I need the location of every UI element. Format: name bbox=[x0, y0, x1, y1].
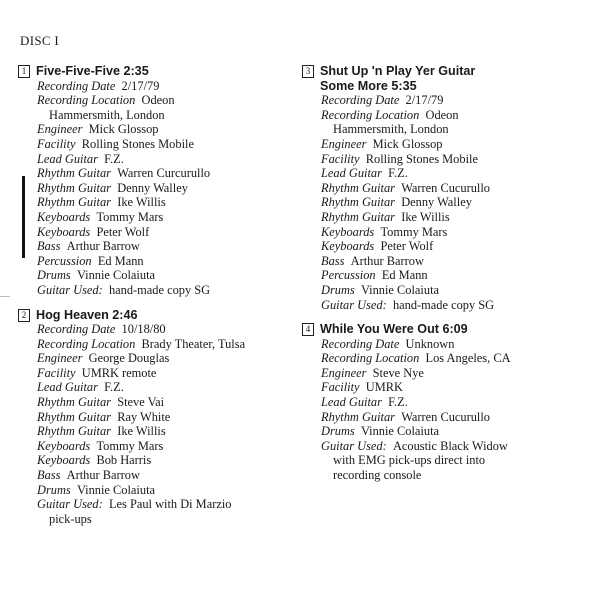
credit-label: Guitar Used: bbox=[37, 497, 103, 512]
credit-row bbox=[37, 468, 288, 483]
credits-list bbox=[18, 79, 288, 298]
credit-row bbox=[37, 225, 288, 240]
credit-label: Lead Guitar bbox=[37, 380, 98, 395]
credit-value: Los Angeles, CA bbox=[425, 351, 511, 366]
credit-value: F.Z. bbox=[104, 151, 124, 166]
credit-label: Lead Guitar bbox=[321, 395, 382, 410]
credits-list bbox=[302, 337, 592, 483]
credit-label: Recording Location bbox=[321, 351, 420, 366]
credit-value: Arthur Barrow bbox=[350, 253, 424, 268]
track-title bbox=[320, 64, 475, 93]
credit-label: Engineer bbox=[37, 122, 83, 137]
credit-row bbox=[37, 122, 288, 137]
credit-value: Arthur Barrow bbox=[66, 239, 140, 254]
credit-value: Odeon bbox=[425, 107, 459, 122]
credit-label: Drums bbox=[321, 282, 355, 297]
credit-label: Drums bbox=[37, 268, 71, 283]
credit-row bbox=[37, 410, 288, 425]
credit-value: Ike Willis bbox=[117, 424, 166, 439]
credit-row bbox=[37, 79, 288, 94]
credit-value: Steve Nye bbox=[372, 365, 424, 380]
credit-row bbox=[37, 93, 288, 108]
credit-label: Guitar Used: bbox=[321, 297, 387, 312]
credit-continuation: recording console bbox=[333, 468, 422, 483]
credit-row bbox=[321, 93, 592, 108]
credit-value: Ed Mann bbox=[381, 268, 428, 283]
credits-list bbox=[302, 93, 592, 312]
credit-value: Acoustic Black Widow bbox=[392, 438, 508, 453]
credit-label: Bass bbox=[321, 253, 345, 268]
credit-value: Warren Cucurullo bbox=[401, 409, 491, 424]
credit-row bbox=[321, 268, 592, 283]
credit-value: George Douglas bbox=[88, 351, 170, 366]
credit-row bbox=[37, 497, 288, 512]
credit-value: F.Z. bbox=[388, 395, 408, 410]
credit-row bbox=[37, 337, 288, 352]
credit-value: Arthur Barrow bbox=[66, 468, 140, 483]
track-title bbox=[36, 64, 149, 79]
credit-row bbox=[37, 453, 288, 468]
credit-value: Tommy Mars bbox=[96, 209, 164, 224]
credit-row bbox=[37, 181, 288, 196]
credit-row bbox=[321, 137, 592, 152]
track-entry bbox=[18, 64, 288, 298]
track-header bbox=[302, 64, 592, 93]
credit-value: Vinnie Colaiuta bbox=[360, 282, 440, 297]
credit-value: Les Paul with Di Marzio bbox=[108, 497, 232, 512]
credits-list bbox=[18, 322, 288, 526]
credit-label: Rhythm Guitar bbox=[37, 409, 111, 424]
credit-label: Rhythm Guitar bbox=[37, 424, 111, 439]
credit-value: Steve Vai bbox=[117, 395, 165, 410]
left-column bbox=[18, 64, 288, 536]
track-title-line: Shut Up 'n Play Yer Guitar bbox=[320, 64, 476, 78]
credit-row bbox=[321, 337, 592, 352]
credit-label: Rhythm Guitar bbox=[37, 195, 111, 210]
credit-label: Facility bbox=[37, 365, 76, 380]
credit-row bbox=[37, 195, 288, 210]
track-number-box: 4 bbox=[302, 323, 314, 336]
track-entry bbox=[18, 308, 288, 527]
credit-value: F.Z. bbox=[388, 166, 408, 181]
credit-continuation: pick-ups bbox=[49, 511, 92, 526]
credit-value: Denny Walley bbox=[401, 195, 472, 210]
credit-row bbox=[321, 225, 592, 240]
credit-row bbox=[37, 254, 288, 269]
credit-continuation: with EMG pick-ups direct into bbox=[333, 453, 486, 468]
credit-value: Ike Willis bbox=[401, 209, 450, 224]
credit-value: Peter Wolf bbox=[96, 224, 150, 239]
credit-label: Facility bbox=[37, 136, 76, 151]
track-header bbox=[18, 64, 288, 79]
credit-label: Recording Location bbox=[37, 336, 136, 351]
credit-label: Keyboards bbox=[37, 224, 91, 239]
credit-row bbox=[37, 239, 288, 254]
credit-value: Bob Harris bbox=[96, 453, 152, 468]
credit-row bbox=[321, 152, 592, 167]
credit-label: Keyboards bbox=[321, 239, 375, 254]
credit-row bbox=[321, 239, 592, 254]
disc-label: DISC I bbox=[20, 33, 59, 48]
credit-label: Rhythm Guitar bbox=[321, 180, 395, 195]
credit-value: Mick Glossop bbox=[372, 136, 443, 151]
credit-value: Brady Theater, Tulsa bbox=[141, 336, 246, 351]
credit-label: Drums bbox=[321, 424, 355, 439]
credit-value: hand-made copy SG bbox=[392, 297, 495, 312]
credit-row bbox=[321, 424, 592, 439]
credit-value: Vinnie Colaiuta bbox=[360, 424, 440, 439]
credit-row bbox=[321, 298, 592, 313]
credit-label: Lead Guitar bbox=[37, 151, 98, 166]
credit-value: Unknown bbox=[405, 336, 455, 351]
credit-value: Peter Wolf bbox=[380, 239, 434, 254]
credit-value: UMRK bbox=[365, 380, 403, 395]
credit-label: Facility bbox=[321, 380, 360, 395]
track-number-box: 2 bbox=[18, 309, 30, 322]
credit-label: Engineer bbox=[37, 351, 83, 366]
credit-value: 2/17/79 bbox=[121, 78, 160, 93]
track-title-line: While You Were Out 6:09 bbox=[320, 322, 468, 337]
track-number-box: 3 bbox=[302, 65, 314, 78]
track-title bbox=[36, 308, 138, 323]
credit-value: Tommy Mars bbox=[380, 224, 448, 239]
credit-value: Warren Cucurullo bbox=[401, 180, 491, 195]
credit-label: Rhythm Guitar bbox=[321, 409, 395, 424]
credit-label: Rhythm Guitar bbox=[321, 209, 395, 224]
credit-row bbox=[37, 439, 288, 454]
credit-row bbox=[321, 108, 592, 123]
credit-value: Denny Walley bbox=[117, 180, 188, 195]
credit-row bbox=[37, 366, 288, 381]
fold-line bbox=[0, 296, 10, 297]
credit-row bbox=[321, 395, 592, 410]
credit-label: Bass bbox=[37, 239, 61, 254]
track-number-box: 1 bbox=[18, 65, 30, 78]
credit-label: Guitar Used: bbox=[37, 282, 103, 297]
credit-value: hand-made copy SG bbox=[108, 282, 211, 297]
credit-label: Recording Date bbox=[321, 336, 400, 351]
credit-label: Recording Date bbox=[37, 322, 116, 337]
credit-label: Recording Location bbox=[37, 93, 136, 108]
credit-label: Recording Date bbox=[37, 78, 116, 93]
credit-value: Ed Mann bbox=[97, 253, 144, 268]
credit-row bbox=[321, 366, 592, 381]
track-entry bbox=[302, 322, 592, 483]
credit-value: Mick Glossop bbox=[88, 122, 159, 137]
track-header bbox=[302, 322, 592, 337]
track-title-line: Five-Five-Five 2:35 bbox=[36, 64, 149, 78]
credit-row bbox=[321, 195, 592, 210]
credit-row bbox=[37, 351, 288, 366]
credit-row bbox=[321, 210, 592, 225]
credit-row bbox=[321, 439, 592, 454]
credit-label: Rhythm Guitar bbox=[37, 166, 111, 181]
credit-value: Vinnie Colaiuta bbox=[76, 268, 156, 283]
credit-row bbox=[321, 410, 592, 425]
credit-row bbox=[37, 424, 288, 439]
credit-label: Recording Location bbox=[321, 107, 420, 122]
credit-value: Warren Curcurullo bbox=[117, 166, 211, 181]
credit-label: Keyboards bbox=[37, 438, 91, 453]
track-title-line: Some More 5:35 bbox=[320, 78, 417, 93]
credit-value: 2/17/79 bbox=[405, 93, 444, 108]
credit-row bbox=[37, 210, 288, 225]
credit-value: UMRK remote bbox=[81, 365, 157, 380]
credit-continuation: Hammersmith, London bbox=[333, 122, 449, 137]
credit-label: Drums bbox=[37, 482, 71, 497]
credit-label: Facility bbox=[321, 151, 360, 166]
credit-label: Percussion bbox=[37, 253, 92, 268]
credit-label: Keyboards bbox=[37, 453, 91, 468]
credit-value: Ray White bbox=[117, 409, 171, 424]
credit-row bbox=[321, 351, 592, 366]
credit-label: Engineer bbox=[321, 136, 367, 151]
track-entry bbox=[302, 64, 592, 312]
credit-row bbox=[37, 483, 288, 498]
credit-row bbox=[321, 254, 592, 269]
credit-value: Ike Willis bbox=[117, 195, 166, 210]
credit-value: Vinnie Colaiuta bbox=[76, 482, 156, 497]
credit-value: Rolling Stones Mobile bbox=[81, 136, 194, 151]
right-column bbox=[302, 64, 592, 493]
credit-row bbox=[37, 152, 288, 167]
track-title bbox=[320, 322, 468, 337]
credit-value: F.Z. bbox=[104, 380, 124, 395]
credit-label: Keyboards bbox=[37, 209, 91, 224]
credit-row bbox=[321, 283, 592, 298]
credit-label: Keyboards bbox=[321, 224, 375, 239]
credit-row bbox=[37, 137, 288, 152]
credit-label: Rhythm Guitar bbox=[37, 395, 111, 410]
track-title-line: Hog Heaven 2:46 bbox=[36, 307, 138, 322]
credit-row bbox=[321, 181, 592, 196]
credit-row bbox=[37, 395, 288, 410]
credit-label: Guitar Used: bbox=[321, 438, 387, 453]
credit-label: Bass bbox=[37, 468, 61, 483]
credit-row bbox=[321, 380, 592, 395]
credit-label: Lead Guitar bbox=[321, 166, 382, 181]
credit-row bbox=[37, 166, 288, 181]
credit-value: Tommy Mars bbox=[96, 438, 164, 453]
credit-value: 10/18/80 bbox=[121, 322, 166, 337]
credit-value: Rolling Stones Mobile bbox=[365, 151, 478, 166]
credit-label: Rhythm Guitar bbox=[321, 195, 395, 210]
credit-label: Recording Date bbox=[321, 93, 400, 108]
credit-row bbox=[37, 380, 288, 395]
credit-row bbox=[37, 322, 288, 337]
credit-row bbox=[37, 268, 288, 283]
credit-label: Engineer bbox=[321, 365, 367, 380]
credit-value: Odeon bbox=[141, 93, 175, 108]
track-header bbox=[18, 308, 288, 323]
credit-row bbox=[37, 283, 288, 298]
credit-label: Percussion bbox=[321, 268, 376, 283]
credit-continuation: Hammersmith, London bbox=[49, 107, 165, 122]
credit-label: Rhythm Guitar bbox=[37, 180, 111, 195]
credit-row bbox=[321, 166, 592, 181]
